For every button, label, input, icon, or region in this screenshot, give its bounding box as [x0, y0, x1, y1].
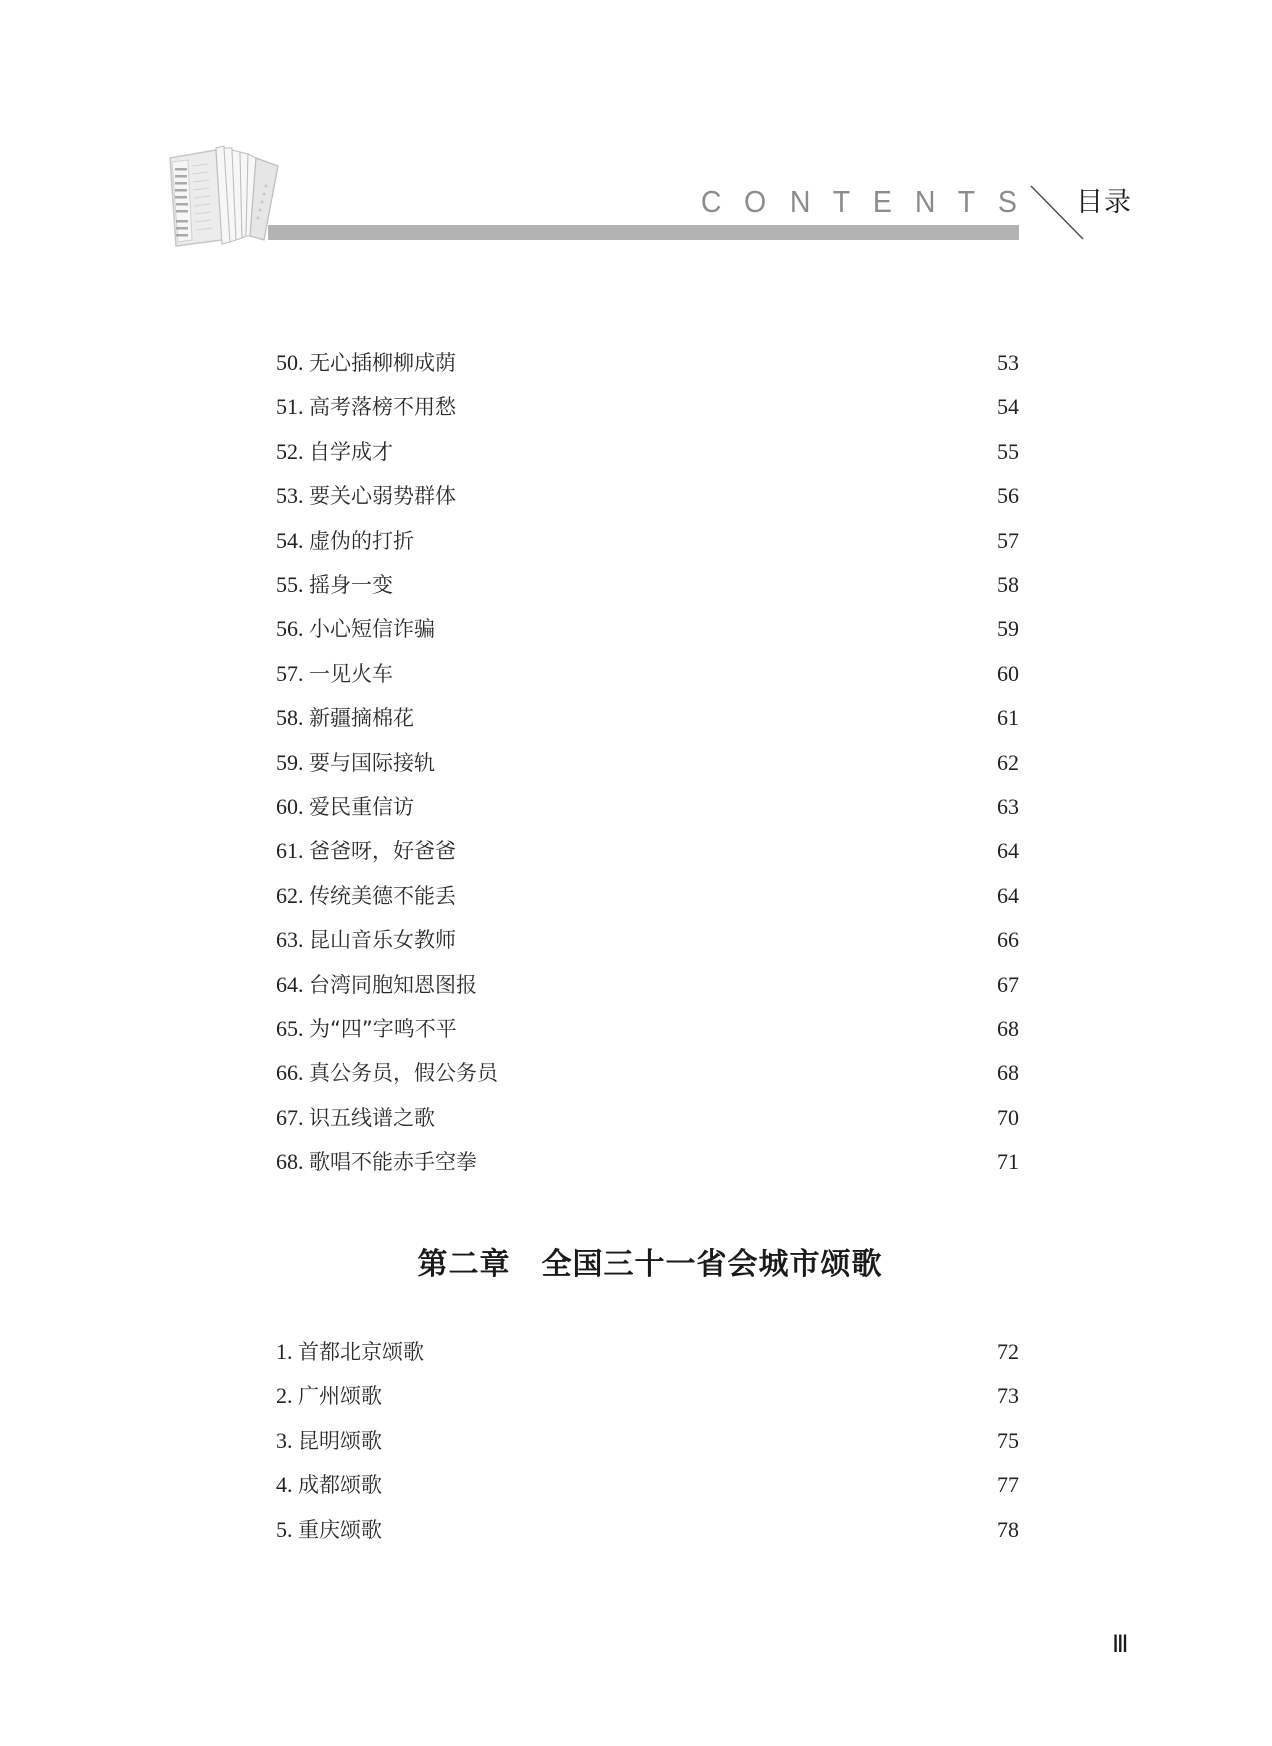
dot-leader	[436, 748, 996, 778]
header-bar	[268, 225, 1019, 240]
toc-entry[interactable]	[276, 614, 1019, 644]
toc-entry[interactable]	[276, 526, 1019, 556]
toc-entry[interactable]	[276, 1058, 1019, 1088]
dot-leader	[436, 1103, 996, 1133]
entry-title: 重庆颂歌	[298, 1517, 382, 1542]
toc-entry[interactable]	[276, 925, 1019, 955]
entry-number: 59.	[276, 749, 304, 775]
dot-leader	[394, 437, 996, 467]
entry-page: 68	[997, 1060, 1019, 1086]
entry-page: 61	[997, 705, 1019, 731]
entry-number: 60.	[276, 794, 304, 819]
toc-entry[interactable]	[276, 836, 1019, 866]
entry-number: 53.	[276, 483, 304, 509]
entry-page: 71	[997, 1149, 1019, 1175]
entry-title: 真公务员，假公务员	[309, 1061, 498, 1086]
dot-leader	[415, 526, 996, 556]
contents-letter: T	[832, 184, 851, 219]
entry-number: 4.	[276, 1472, 293, 1498]
dot-leader	[457, 392, 996, 422]
toc-entry[interactable]	[276, 1103, 1019, 1133]
contents-letter: C	[700, 184, 722, 219]
dot-leader	[458, 1014, 996, 1044]
toc-entry[interactable]	[276, 1426, 1019, 1456]
entry-number: 66.	[276, 1060, 304, 1086]
entry-page: 64	[997, 838, 1019, 864]
entry-number: 56.	[276, 616, 304, 642]
contents-letter: O	[744, 184, 767, 219]
entry-number: 57.	[276, 660, 304, 686]
toc-entry[interactable]	[276, 1381, 1019, 1411]
entry-page: 73	[997, 1383, 1019, 1409]
entry-title: 小心短信诈骗	[309, 617, 435, 642]
dot-leader	[457, 881, 996, 911]
toc-entry[interactable]	[276, 481, 1019, 511]
entry-title: 爱民重信访	[309, 795, 414, 819]
toc-entry[interactable]	[276, 748, 1019, 778]
entry-number: 1.	[276, 1339, 293, 1364]
toc-entry[interactable]	[276, 1014, 1019, 1044]
toc-entry[interactable]	[276, 1337, 1019, 1367]
entry-page: 56	[997, 483, 1019, 509]
entry-title: 为“四”字鸣不平	[309, 1017, 457, 1041]
entry-title: 昆明颂歌	[298, 1428, 382, 1453]
entry-title: 一见火车	[309, 661, 393, 686]
entry-page: 78	[997, 1516, 1019, 1542]
dot-leader	[383, 1426, 996, 1456]
dot-leader	[425, 1337, 996, 1367]
toc-entry[interactable]	[276, 659, 1019, 689]
entry-title: 歌唱不能赤手空拳	[309, 1150, 477, 1175]
entry-page: 72	[997, 1339, 1019, 1364]
toc-entry[interactable]	[276, 792, 1019, 822]
toc-entry[interactable]	[276, 437, 1019, 467]
entry-title: 成都颂歌	[298, 1473, 382, 1498]
entry-page: 68	[997, 1016, 1019, 1041]
entry-number: 58.	[276, 705, 304, 731]
entry-title: 虚伪的打折	[309, 528, 414, 553]
entry-page: 62	[997, 749, 1019, 775]
entry-page: 53	[997, 350, 1019, 375]
entry-title: 要关心弱势群体	[309, 484, 456, 509]
entry-number: 2.	[276, 1383, 293, 1409]
entry-page: 60	[997, 660, 1019, 686]
toc-entry[interactable]	[276, 970, 1019, 1000]
entry-title: 无心插柳柳成荫	[309, 351, 456, 375]
contents-letter: N	[789, 184, 811, 219]
entry-number: 54.	[276, 527, 304, 553]
dot-leader	[457, 348, 996, 378]
dot-leader	[394, 659, 996, 689]
dot-leader	[415, 792, 996, 822]
entry-title: 广州颂歌	[298, 1384, 382, 1409]
entry-page: 63	[997, 794, 1019, 819]
toc-entry[interactable]	[276, 1470, 1019, 1500]
dot-leader	[457, 481, 996, 511]
dot-leader	[436, 614, 996, 644]
dot-leader	[383, 1470, 996, 1500]
contents-letter: E	[872, 184, 892, 219]
contents-letter: N	[914, 184, 936, 219]
entry-page: 75	[997, 1427, 1019, 1453]
entry-page: 57	[997, 527, 1019, 553]
page-number: Ⅲ	[1112, 1632, 1129, 1658]
entry-number: 67.	[276, 1104, 304, 1130]
toc-entry[interactable]	[276, 703, 1019, 733]
dot-leader	[383, 1515, 996, 1545]
dot-leader	[499, 1058, 996, 1088]
toc-entry[interactable]	[276, 570, 1019, 600]
contents-letter: T	[958, 184, 976, 219]
entry-number: 50.	[276, 350, 304, 375]
toc-entry[interactable]	[276, 1515, 1019, 1545]
toc-title: 目录	[1076, 187, 1132, 218]
dot-leader	[478, 970, 996, 1000]
dot-leader	[478, 1147, 996, 1177]
entry-number: 65.	[276, 1016, 304, 1041]
entry-number: 63.	[276, 927, 304, 953]
entry-page: 67	[997, 971, 1019, 997]
entry-page: 77	[997, 1472, 1019, 1498]
entry-title: 要与国际接轨	[309, 750, 435, 775]
entry-title: 新疆摘棉花	[309, 706, 414, 731]
entry-number: 55.	[276, 572, 304, 597]
entry-title: 昆山音乐女教师	[309, 928, 456, 953]
entry-number: 61.	[276, 838, 304, 864]
entry-page: 70	[997, 1104, 1019, 1130]
dot-leader	[383, 1381, 996, 1411]
entry-number: 3.	[276, 1427, 293, 1453]
toc-entry[interactable]	[276, 392, 1019, 422]
entry-number: 62.	[276, 882, 304, 908]
entry-number: 52.	[276, 438, 304, 464]
entry-number: 5.	[276, 1516, 293, 1542]
toc-entry[interactable]	[276, 348, 1019, 378]
chapter-heading: 第二章 全国三十一省会城市颂歌	[417, 1247, 883, 1282]
entry-number: 64.	[276, 971, 304, 997]
entry-page: 54	[997, 394, 1019, 420]
toc-entry[interactable]	[276, 881, 1019, 911]
entry-title: 爸爸呀，好爸爸	[309, 839, 456, 864]
entry-page: 66	[997, 927, 1019, 953]
entry-page: 59	[997, 616, 1019, 642]
dot-leader	[457, 925, 996, 955]
entry-title: 识五线谱之歌	[309, 1105, 435, 1130]
entry-page: 64	[997, 882, 1019, 908]
entry-number: 68.	[276, 1149, 304, 1175]
entry-page: 58	[997, 572, 1019, 597]
entry-title: 台湾同胞知恩图报	[309, 972, 477, 997]
entry-title: 首都北京颂歌	[298, 1340, 424, 1364]
dot-leader	[415, 703, 996, 733]
toc-entry[interactable]	[276, 1147, 1019, 1177]
entry-page: 55	[997, 438, 1019, 464]
entry-title: 自学成才	[309, 439, 393, 464]
contents-letter: S	[998, 184, 1018, 219]
entry-number: 51.	[276, 394, 304, 420]
contents-heading	[700, 186, 1018, 218]
entry-title: 摇身一变	[309, 573, 393, 597]
entry-title: 高考落榜不用愁	[309, 395, 456, 420]
dot-leader	[394, 570, 996, 600]
entry-title: 传统美德不能丢	[309, 883, 456, 908]
dot-leader	[457, 836, 996, 866]
